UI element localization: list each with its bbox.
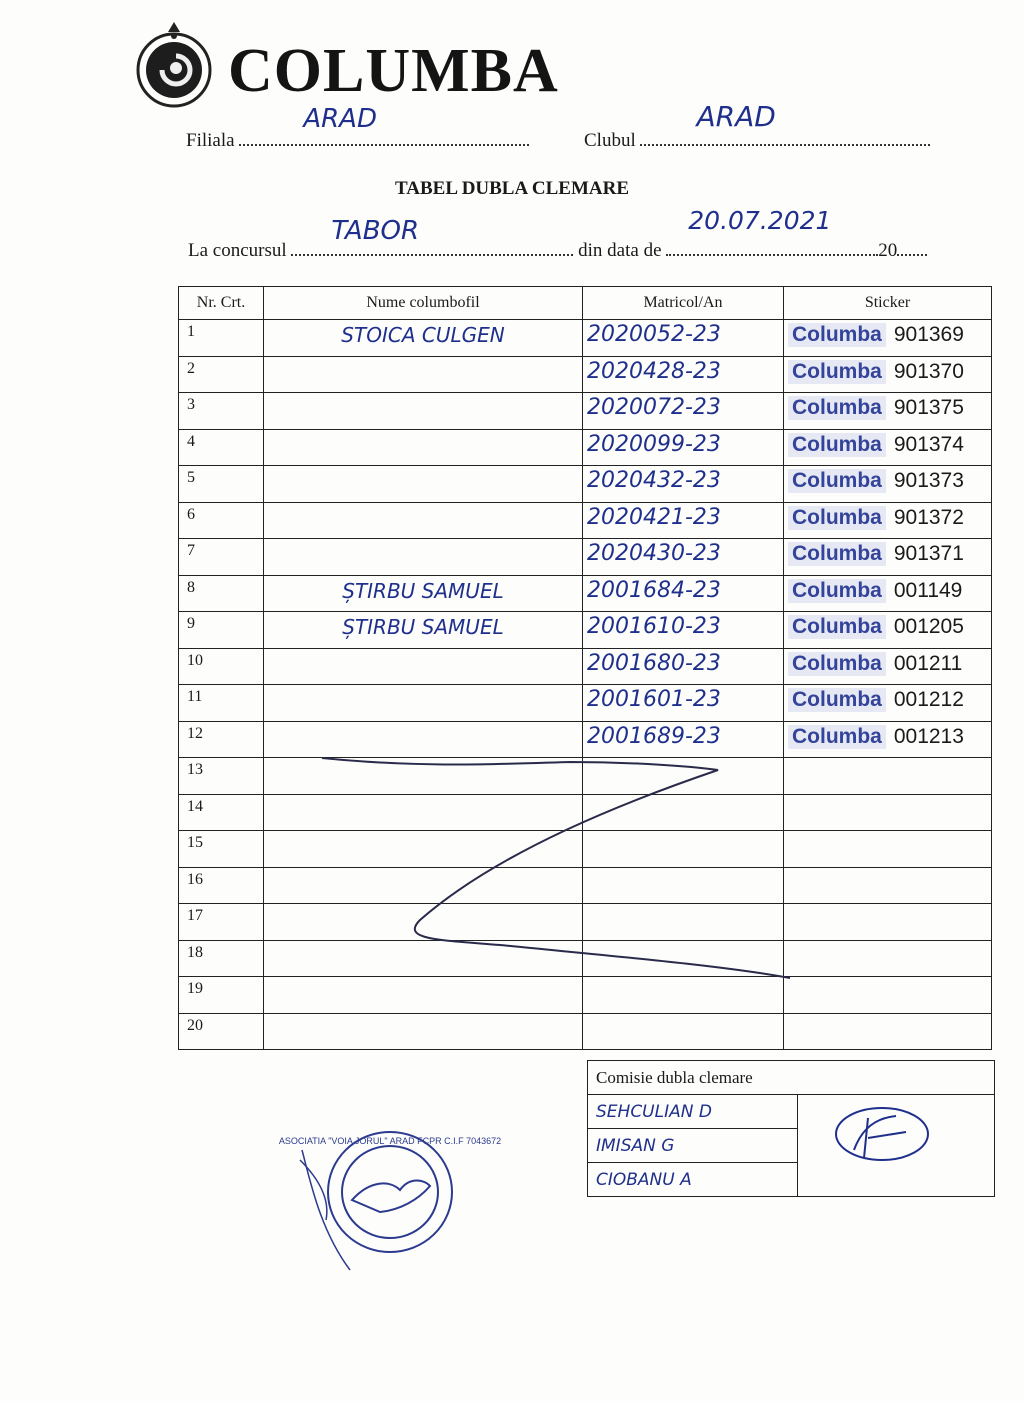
sticker-number: 001205	[893, 615, 964, 638]
commission-member-3: CIOBANU A	[588, 1163, 798, 1197]
fancier-name-cell	[264, 393, 583, 430]
sticker-cell	[784, 904, 992, 941]
sticker-number: 001211	[893, 651, 963, 675]
column-header-matricol: Matricol/An	[583, 287, 784, 320]
table-row	[179, 575, 992, 612]
filiala-value: ARAD	[303, 104, 377, 134]
row-number: 16	[179, 867, 264, 904]
sticker-brand: Columba	[788, 323, 886, 347]
sticker-cell	[784, 1013, 992, 1050]
sticker-label	[788, 685, 991, 715]
row-number: 1	[179, 320, 264, 357]
commission-table	[587, 1060, 995, 1197]
commission-title: Comisie dubla clemare	[588, 1061, 995, 1095]
sticker-label	[788, 430, 991, 460]
column-header-name: Nume columbofil	[264, 287, 583, 320]
fancier-name: ȘTIRBU SAMUEL	[342, 578, 504, 603]
commission-member-2: IMISAN G	[588, 1129, 798, 1163]
sticker-label	[788, 576, 991, 606]
filiala-field	[186, 104, 529, 152]
sticker-number: 901372	[893, 505, 964, 529]
sticker-cell	[784, 429, 992, 466]
matricol-cell	[583, 612, 784, 649]
sticker-label	[788, 722, 991, 752]
row-number: 19	[179, 977, 264, 1014]
table-row	[179, 685, 992, 722]
matricol-cell	[583, 575, 784, 612]
row-number: 5	[179, 466, 264, 503]
sticker-cell	[784, 867, 992, 904]
concurs-field	[188, 206, 927, 262]
sticker-brand: Columba	[788, 469, 886, 493]
date-value: 20.07.2021	[688, 206, 832, 235]
sticker-brand: Columba	[788, 396, 886, 420]
matricol-value: 2001689-23	[587, 723, 721, 749]
matricol-value: 2001601-23	[587, 687, 721, 712]
date-label: din data de	[578, 240, 662, 261]
fancier-name-cell	[264, 429, 583, 466]
table-row	[179, 648, 992, 685]
sticker-brand: Columba	[788, 579, 886, 603]
row-number: 17	[179, 904, 264, 941]
matricol-value: 2020428-23	[587, 358, 721, 384]
table-row	[179, 320, 992, 357]
sticker-cell	[784, 356, 992, 393]
sticker-label	[788, 503, 991, 533]
sticker-brand: Columba	[788, 360, 886, 384]
sticker-label	[788, 539, 991, 569]
fancier-name: ȘTIRBU SAMUEL	[342, 615, 504, 639]
sticker-label	[788, 612, 991, 642]
row-number: 11	[179, 685, 264, 722]
stamp-text: ASOCIATIA "VOIA JORUL" ARAD FCPR C.I.F 7043672	[278, 1136, 502, 1146]
concurs-value: TABOR	[331, 216, 420, 246]
sticker-brand: Columba	[788, 506, 886, 530]
fancier-name-cell	[264, 356, 583, 393]
logo-name: COLUMBA	[228, 37, 559, 105]
row-number: 15	[179, 831, 264, 868]
strike-through-scribble	[300, 740, 800, 990]
sticker-cell	[784, 648, 992, 685]
sticker-cell	[784, 977, 992, 1014]
commission-member-1: SEHCULIAN D	[588, 1095, 798, 1129]
row-number: 14	[179, 794, 264, 831]
sticker-number: 001149	[893, 578, 963, 602]
fancier-name-cell	[264, 539, 583, 576]
document-title: TABEL DUBLA CLEMARE	[394, 178, 630, 199]
row-number: 20	[179, 1013, 264, 1050]
sticker-cell	[784, 393, 992, 430]
logo-emblem-icon	[132, 18, 216, 108]
fancier-name-cell	[264, 320, 583, 357]
sticker-cell	[784, 466, 992, 503]
association-stamp	[278, 1120, 502, 1270]
row-number: 18	[179, 940, 264, 977]
table-row	[179, 356, 992, 393]
sticker-brand: Columba	[788, 725, 886, 749]
year-suffix: 20	[878, 240, 898, 261]
fancier-name-cell	[264, 648, 583, 685]
sticker-cell	[784, 575, 992, 612]
row-number: 12	[179, 721, 264, 758]
table-header-row	[179, 287, 992, 320]
matricol-cell	[583, 1013, 784, 1050]
fancier-name-cell	[264, 685, 583, 722]
matricol-value: 2020099-23	[587, 431, 721, 457]
sticker-brand: Columba	[788, 433, 886, 457]
matricol-value: 2020072-23	[587, 395, 721, 420]
column-header-sticker: Sticker	[784, 287, 992, 320]
table-row	[179, 612, 992, 649]
sticker-label	[788, 649, 991, 679]
sticker-cell	[784, 502, 992, 539]
matricol-cell	[583, 320, 784, 357]
fancier-name-cell	[264, 466, 583, 503]
clubul-value: ARAD	[696, 100, 776, 133]
sticker-cell	[784, 539, 992, 576]
sticker-number: 901373	[893, 469, 964, 492]
sticker-label	[788, 320, 991, 350]
sticker-cell	[784, 758, 992, 795]
row-number: 10	[179, 648, 264, 685]
sticker-cell	[784, 685, 992, 722]
sticker-cell	[784, 320, 992, 357]
row-number: 4	[179, 429, 264, 466]
matricol-cell	[583, 429, 784, 466]
clubul-label: Clubul	[584, 130, 636, 151]
sticker-brand: Columba	[788, 542, 886, 566]
sticker-cell	[784, 940, 992, 977]
fancier-name-cell	[264, 575, 583, 612]
sticker-number: 901369	[893, 323, 964, 346]
row-number: 3	[179, 393, 264, 430]
sticker-cell	[784, 612, 992, 649]
sticker-cell	[784, 794, 992, 831]
row-number: 8	[179, 575, 264, 612]
clubul-field	[584, 100, 930, 152]
fancier-name-cell	[264, 612, 583, 649]
filiala-label: Filiala	[186, 130, 235, 151]
sticker-label	[788, 357, 991, 387]
sticker-number: 901374	[893, 432, 964, 456]
sticker-brand: Columba	[788, 688, 886, 712]
table-row	[179, 502, 992, 539]
sticker-label	[788, 466, 991, 496]
sticker-number: 901371	[893, 542, 964, 565]
row-number: 6	[179, 502, 264, 539]
sticker-brand: Columba	[788, 652, 886, 676]
matricol-value: 2020052-23	[587, 322, 721, 347]
fancier-name-cell	[264, 502, 583, 539]
fancier-name-cell	[264, 1013, 583, 1050]
row-number: 9	[179, 612, 264, 649]
table-row	[179, 393, 992, 430]
concurs-label: La concursul	[188, 240, 287, 261]
matricol-value: 2001684-23	[587, 577, 721, 603]
row-number: 13	[179, 758, 264, 795]
matricol-value: 2001680-23	[587, 650, 721, 676]
matricol-value: 2020430-23	[587, 541, 721, 566]
matricol-cell	[583, 502, 784, 539]
sticker-cell	[784, 831, 992, 868]
matricol-cell	[583, 356, 784, 393]
sticker-brand: Columba	[788, 615, 886, 639]
signature-icon	[806, 1098, 986, 1188]
sticker-label	[788, 393, 991, 423]
sticker-number: 901375	[893, 396, 964, 419]
row-number: 2	[179, 356, 264, 393]
matricol-value: 2020421-23	[587, 504, 721, 530]
table-row	[179, 1013, 992, 1050]
matricol-value: 2020432-23	[587, 468, 721, 493]
matricol-cell	[583, 648, 784, 685]
matricol-cell	[583, 466, 784, 503]
table-row	[179, 429, 992, 466]
table-row	[179, 466, 992, 503]
column-header-nr: Nr. Crt.	[179, 287, 264, 320]
sticker-number: 001213	[893, 724, 964, 748]
matricol-value: 2001610-23	[587, 614, 721, 639]
sticker-cell	[784, 721, 992, 758]
commission-signature	[798, 1095, 995, 1197]
row-number: 7	[179, 539, 264, 576]
matricol-cell	[583, 393, 784, 430]
table-row	[179, 539, 992, 576]
matricol-cell	[583, 539, 784, 576]
fancier-name: STOICA CULGEN	[341, 323, 505, 347]
sticker-number: 001212	[893, 688, 964, 711]
sticker-number: 901370	[893, 359, 964, 383]
matricol-cell	[583, 685, 784, 722]
stamp-icon	[278, 1120, 502, 1270]
